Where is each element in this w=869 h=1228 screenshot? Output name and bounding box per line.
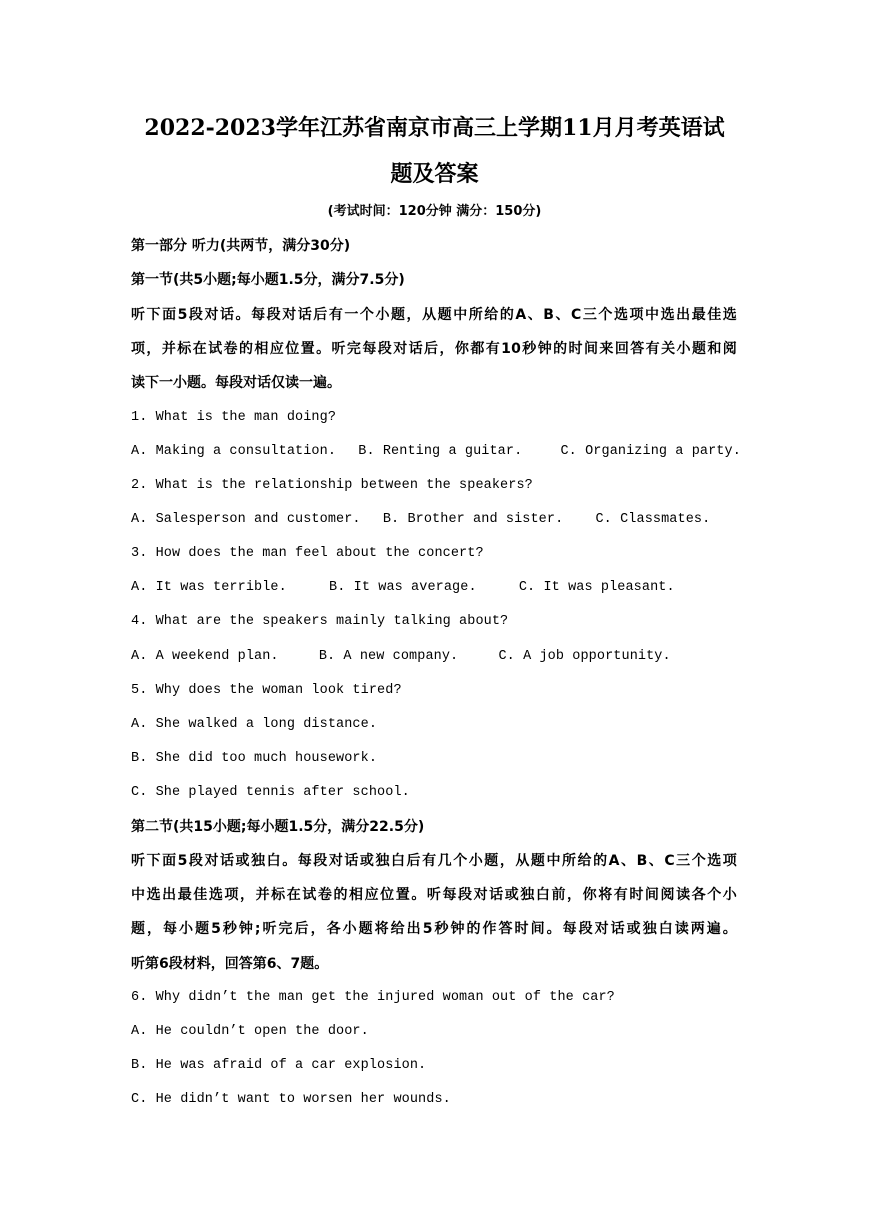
option-c: C. It was pleasant. (518, 580, 675, 595)
exam-info: (考试时间：120分钟 满分：150分) (327, 204, 542, 219)
question-options (131, 578, 675, 598)
question-stem: 5. Why does the woman look tired? (131, 683, 402, 698)
question-options (131, 647, 671, 667)
option-a: A. He couldn’t open the door. (131, 1024, 369, 1039)
section1-heading: 第一节(共5小题;每小题1.5分，满分7.5分) (131, 272, 405, 288)
option-c: C. He didn’t want to worsen her wounds. (131, 1092, 451, 1107)
question-stem: 3. How does the man feel about the concert? (131, 546, 484, 561)
section2-instruction-line: 听下面5段对话或独白。每段对话或独白后有几个小题，从题中所给的A、B、C三个选项 (131, 853, 737, 869)
question-options (131, 442, 741, 462)
option-a: A. She walked a long distance. (131, 717, 378, 732)
material-note: 听第6段材料，回答第6、7题。 (131, 956, 329, 972)
part1-heading: 第一部分 听力(共两节，满分30分) (131, 238, 351, 254)
document-title-line-2: 题及答案 (390, 161, 479, 187)
section2-instruction-line: 题，每小题5秒钟;听完后，各小题将给出5秒钟的作答时间。每段对话或独白读两遍。 (131, 921, 737, 937)
option-c: C. A job opportunity. (498, 649, 671, 664)
option-a: A. Salesperson and customer. (131, 512, 361, 527)
option-a: A. A weekend plan. (131, 649, 279, 664)
option-c: C. Classmates. (595, 512, 711, 527)
option-a: A. It was terrible. (131, 580, 287, 595)
option-a: A. Making a consultation. (131, 444, 337, 459)
section1-instruction-line: 听下面5段对话。每段对话后有一个小题，从题中所给的A、B、C三个选项中选出最佳选 (131, 307, 737, 323)
question-options (131, 510, 710, 530)
document-title-line-1: 2022-2023学年江苏省南京市高三上学期11月月考英语试 (144, 115, 725, 141)
option-b: B. He was afraid of a car explosion. (131, 1058, 427, 1073)
question-stem: 6. Why didn’t the man get the injured woman out of the car? (131, 990, 615, 1005)
option-c: C. She played tennis after school. (131, 785, 410, 800)
option-b: B. It was average. (329, 580, 477, 595)
section1-instruction-line: 项，并标在试卷的相应位置。听完每段对话后，你都有10秒钟的时间来回答有关小题和阅 (131, 341, 737, 357)
question-stem: 2. What is the relationship between the speakers? (131, 478, 533, 493)
option-b: B. Renting a guitar. (358, 444, 523, 459)
section1-instruction-line: 读下一小题。每段对话仅读一遍。 (131, 375, 341, 391)
option-b: B. She did too much housework. (131, 751, 378, 766)
option-c: C. Organizing a party. (560, 444, 741, 459)
question-stem: 1. What is the man doing? (131, 410, 337, 425)
option-b: B. Brother and sister. (382, 512, 564, 527)
section2-heading: 第二节(共15小题;每小题1.5分，满分22.5分) (131, 819, 425, 835)
section2-instruction-line: 中选出最佳选项，并标在试卷的相应位置。听每段对话或独白前，你将有时间阅读各个小 (131, 887, 737, 903)
question-stem: 4. What are the speakers mainly talking about? (131, 614, 509, 629)
option-b: B. A new company. (318, 649, 459, 664)
